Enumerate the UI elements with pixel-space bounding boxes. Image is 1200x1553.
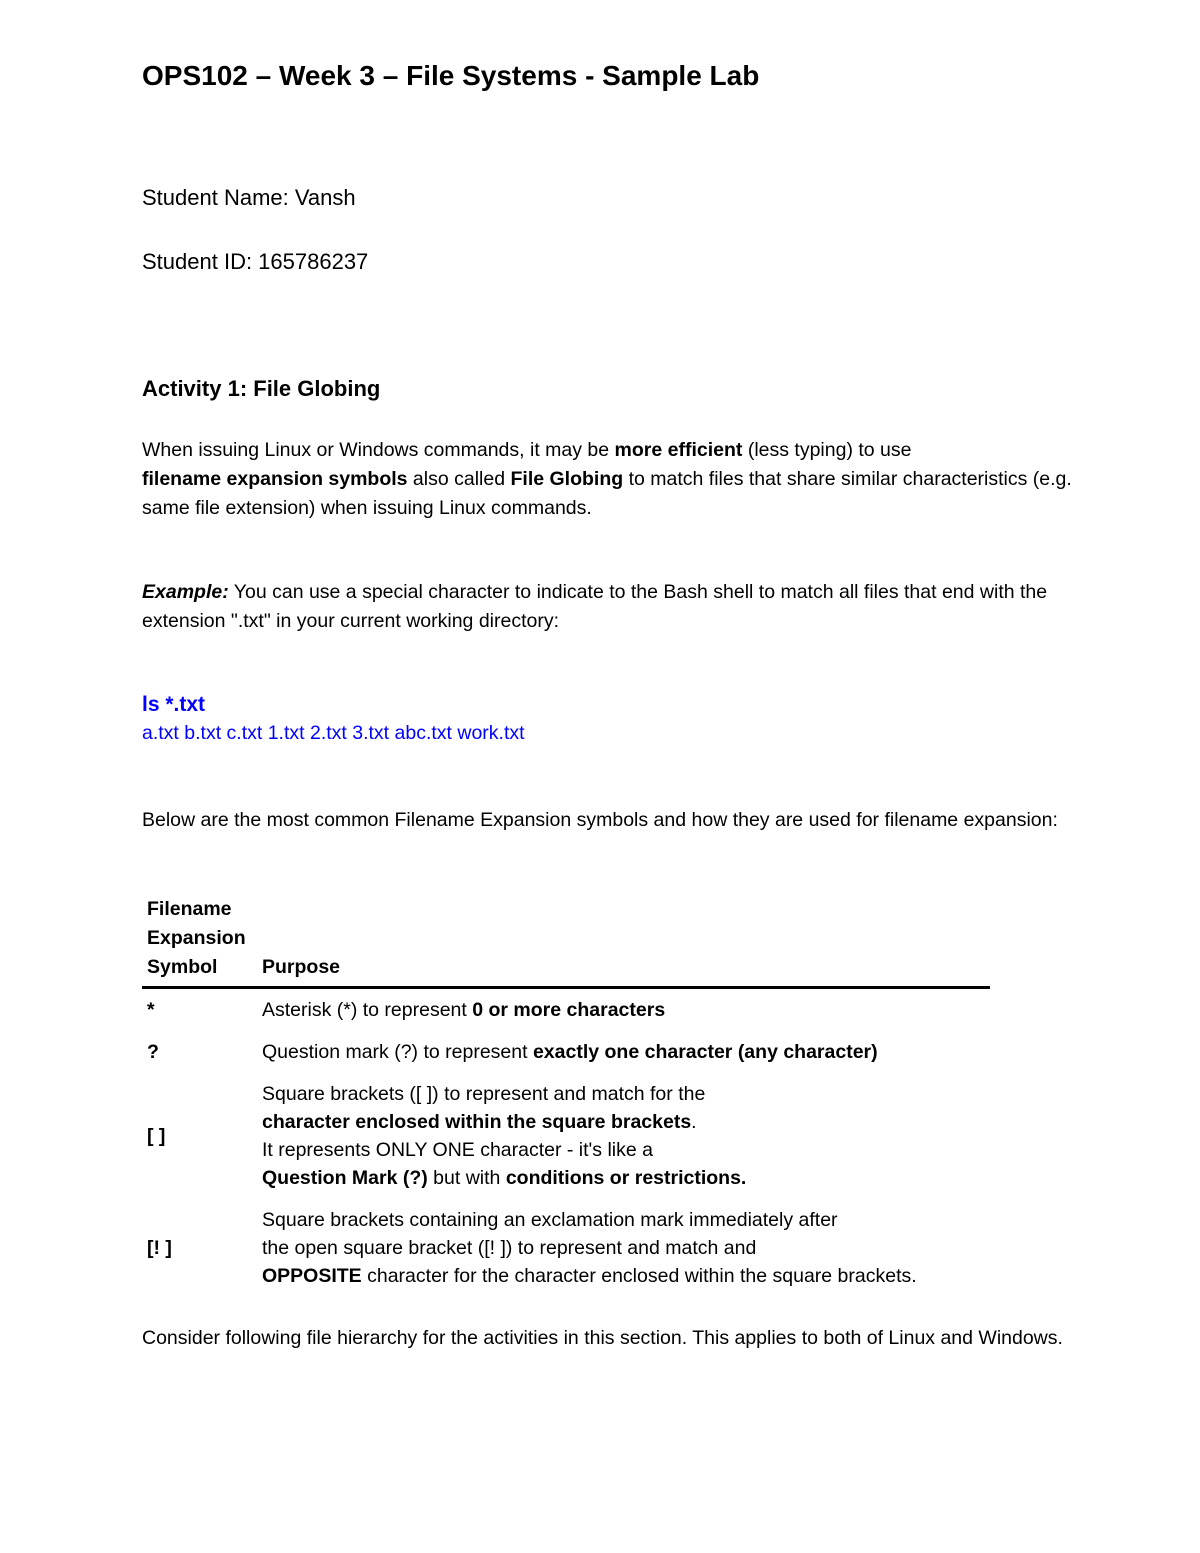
purpose-line: Square brackets containing an exclamation mark immediately after xyxy=(262,1209,838,1231)
purpose-negated-brackets xyxy=(257,1199,990,1297)
symbol-question-mark: ? xyxy=(147,1041,159,1063)
header-symbol xyxy=(142,895,257,988)
purpose-bold: Question Mark (?) xyxy=(262,1167,428,1189)
header-symbol-line-1: Filename xyxy=(147,898,232,920)
purpose-bold: conditions or restrictions. xyxy=(505,1167,747,1189)
table-header-row xyxy=(142,895,990,988)
table-intro: Below are the most common Filename Expansion symbols and how they are used for filename expansion: xyxy=(142,809,1058,831)
student-name: Student Name: Vansh xyxy=(142,185,356,210)
purpose-bold: exactly one character (any character) xyxy=(532,1041,878,1063)
header-purpose: Purpose xyxy=(257,895,990,988)
purpose-bold: OPPOSITE xyxy=(262,1265,362,1287)
purpose-text: Asterisk (*) to represent xyxy=(262,999,473,1021)
command-output: a.txt b.txt c.txt 1.txt 2.txt 3.txt abc.txt work.txt xyxy=(142,722,525,744)
intro-bold-file-globing: File Globing xyxy=(510,468,624,490)
purpose-text: character for the character enclosed within the square brackets. xyxy=(361,1265,917,1287)
purpose-asterisk xyxy=(257,988,990,1032)
purpose-question-mark xyxy=(257,1031,990,1073)
example-label: Example: xyxy=(142,581,229,603)
header-symbol-line-2: Expansion xyxy=(147,927,246,949)
symbol-brackets: [ ] xyxy=(147,1125,166,1147)
intro-text-2: (less typing) to use xyxy=(742,439,912,461)
intro-bold-filename-expansion: filename expansion symbols xyxy=(142,468,408,490)
purpose-line: Square brackets ([ ]) to represent and match for the xyxy=(262,1083,706,1105)
intro-text-1: When issuing Linux or Windows commands, it may be xyxy=(142,439,615,461)
header-symbol-line-3: Symbol xyxy=(147,956,218,978)
filename-expansion-table xyxy=(142,895,990,1297)
purpose-line: It represents ONLY ONE character - it's like a xyxy=(262,1139,653,1161)
document-title: OPS102 – Week 3 – File Systems - Sample Lab xyxy=(142,60,760,91)
table-row xyxy=(142,1073,990,1199)
symbol-negated-brackets: [! ] xyxy=(147,1237,172,1259)
intro-bold-more-efficient: more efficient xyxy=(614,439,743,461)
example-text: You can use a special character to indicate to the Bash shell to match all files that end with the extension ".txt" in your current working directory: xyxy=(142,581,1048,632)
symbol-asterisk: * xyxy=(147,999,155,1021)
purpose-bold: 0 or more characters xyxy=(472,999,666,1021)
purpose-text: but with xyxy=(427,1167,506,1189)
example-paragraph xyxy=(142,578,1072,636)
purpose-line: the open square bracket ([! ]) to represent and match and xyxy=(262,1237,757,1259)
intro-paragraph xyxy=(142,436,1072,523)
closing-paragraph: Consider following file hierarchy for the activities in this section. This applies to both of Linux and Windows. xyxy=(142,1327,1063,1349)
purpose-bold: character enclosed within the square brackets xyxy=(262,1111,692,1133)
intro-text-3: also called xyxy=(407,468,511,490)
purpose-text: Question mark (?) to represent xyxy=(262,1041,533,1063)
activity-heading: Activity 1: File Globing xyxy=(142,376,381,401)
intro-text-4: to match files that share similar characteristics (e.g. same file extension) when issuing Linux commands. xyxy=(142,468,1072,519)
purpose-text: . xyxy=(691,1111,697,1133)
purpose-brackets xyxy=(257,1073,990,1199)
table-row xyxy=(142,1199,990,1297)
table-row xyxy=(142,1031,990,1073)
student-id: Student ID: 165786237 xyxy=(142,249,369,274)
table-row xyxy=(142,988,990,1032)
command-line: ls *.txt xyxy=(142,693,206,716)
